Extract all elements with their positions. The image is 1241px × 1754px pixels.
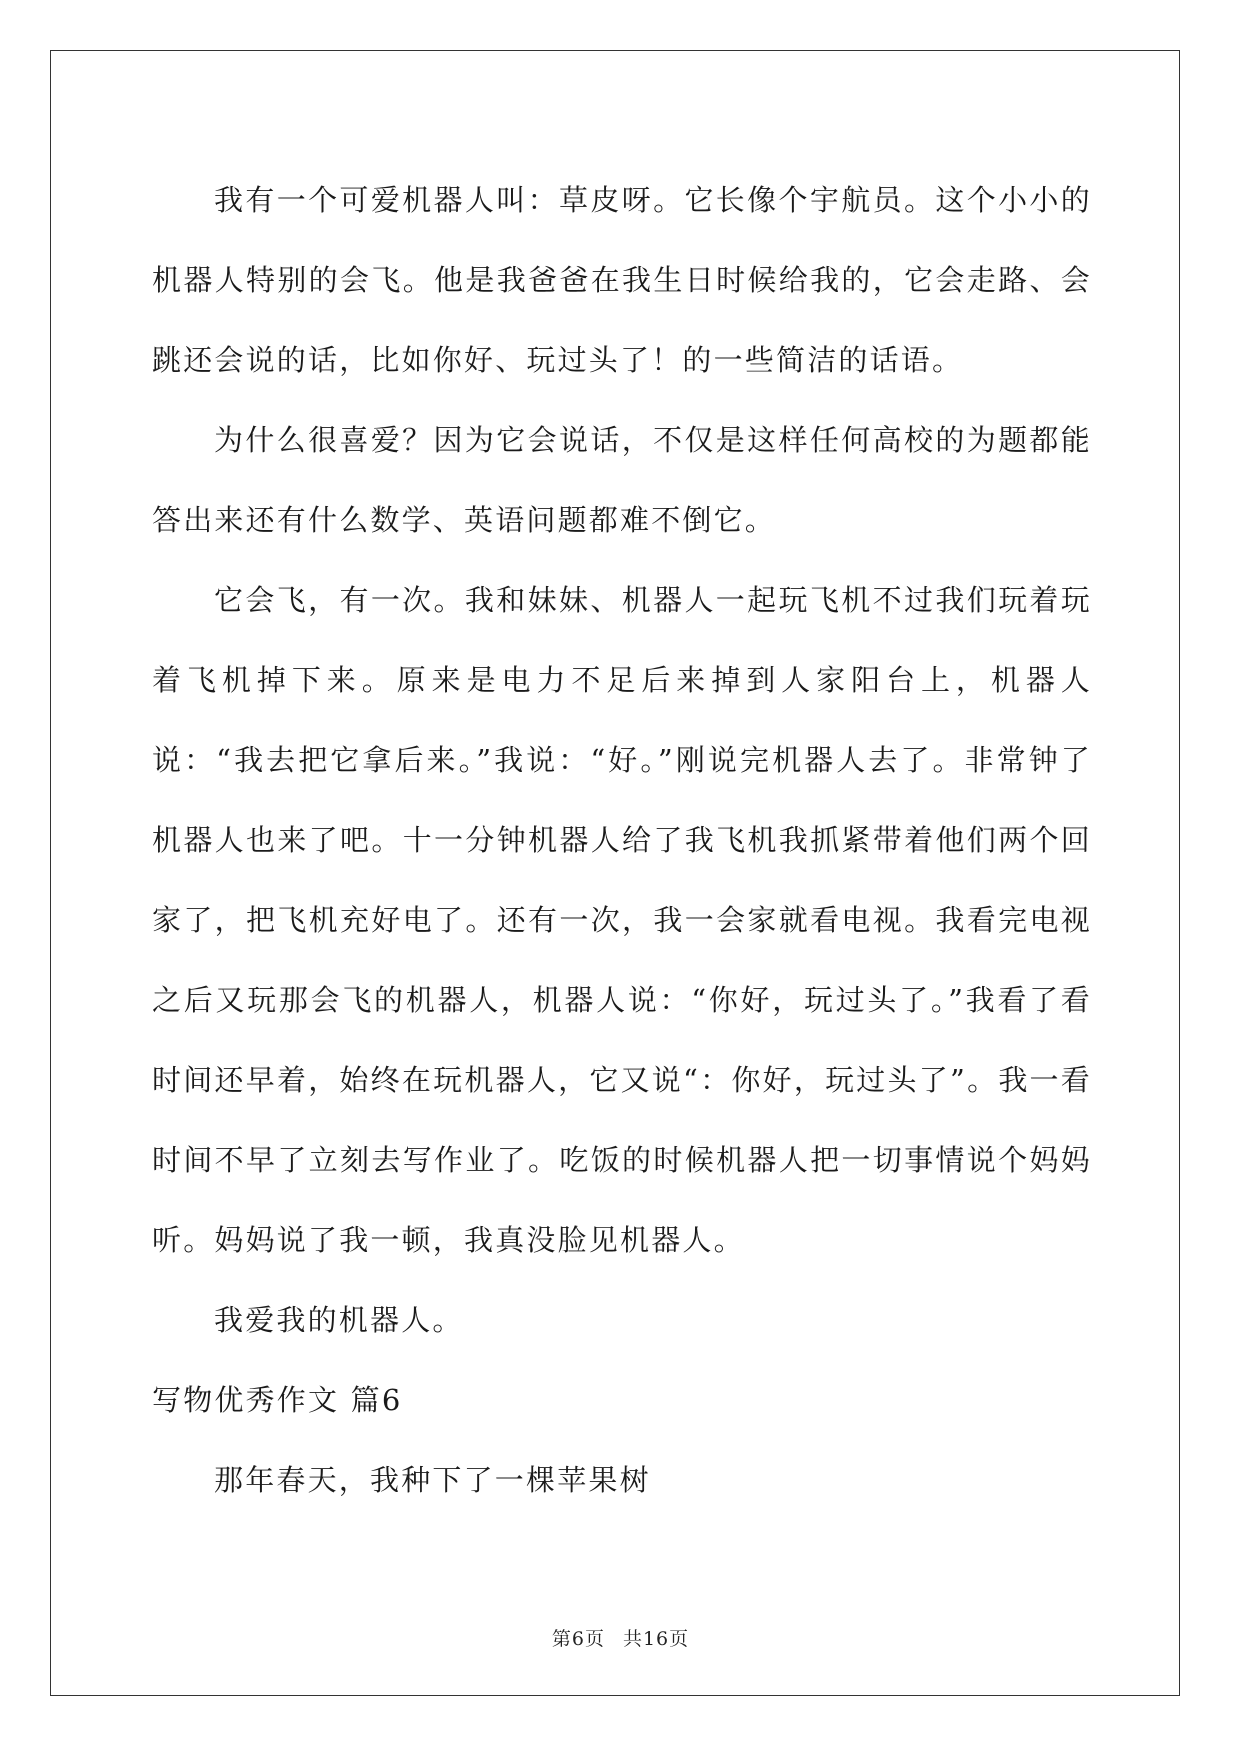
total-pages-label: 共16页 (622, 1628, 690, 1650)
current-page-label: 第6页 (551, 1628, 605, 1650)
paragraph-apple-tree: 那年春天，我种下了一棵苹果树 (214, 1463, 651, 1497)
paragraph-why-like: 为什么很喜爱？因为它会说话，不仅是这样任何高校的为题都能答出来还有什么数学、英语问题都难不倒它。 (152, 423, 1092, 537)
paragraph-story: 它会飞，有一次。我和妹妹、机器人一起玩飞机不过我们玩着玩着飞机掉下来。原来是电力不足后来掉到人家阳台上，机器人说：“我去把它拿后来。”我说：“好。”刚说完机器人去了。非常钟了机器人也来了吧。十一分钟机器人给了我飞机我抓紧带着他们两个回家了，把飞机充好电了。还有一次，我一会家就看电视。我看完电视之后又玩那会飞的机器人，机器人说：“你好，玩过头了。”我看了看时间还早着，始终在玩机器人，它又说“：你好，玩过头了”。我一看时间不早了立刻去写作业了。吃饭的时候机器人把一切事情说个妈妈听。妈妈说了我一顿，我真没脸见机器人。 (152, 583, 1092, 1257)
section-heading: 写物优秀作文 篇6 (152, 1383, 403, 1417)
paragraph-robot-intro: 我有一个可爱机器人叫：草皮呀。它长像个宇航员。这个小小的机器人特别的会飞。他是我爸爸在我生日时候给我的，它会走路、会跳还会说的话，比如你好、玩过头了！的一些简洁的话语。 (152, 183, 1092, 377)
paragraph-conclusion: 我爱我的机器人。 (214, 1303, 464, 1337)
document-body (152, 160, 1092, 1520)
page-footer (0, 1624, 1241, 1651)
